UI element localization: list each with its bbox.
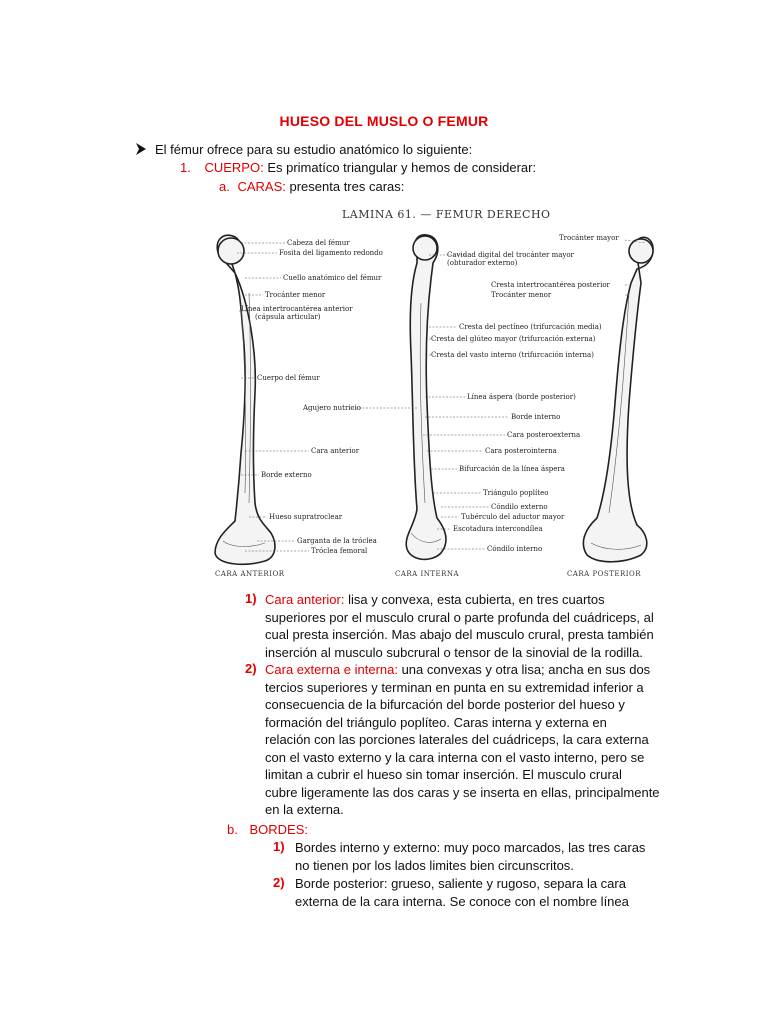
label-bifurcacion: Bifurcación de la línea áspera — [459, 465, 565, 473]
label-borde-externo: Borde externo — [261, 471, 312, 479]
label-obturador: (obturador externo) — [447, 259, 518, 267]
subsection-bordes — [227, 821, 308, 838]
item-line: limitan a cubrir el hueso sin tomar inserción. El musculo crural — [265, 767, 622, 782]
label-cara-anterior: Cara anterior — [311, 447, 360, 455]
label-capsula: (cápsula articular) — [255, 313, 321, 321]
label-agujero-nutricio: Agujero nutricio — [303, 404, 361, 412]
borde-line: no tienen por los lados limites bien circunscritos. — [295, 857, 574, 873]
femur-illustration — [205, 203, 665, 583]
item-cara-anterior — [265, 591, 665, 661]
item-label: Cara externa e interna: — [265, 662, 398, 677]
label-fosita: Fosita del ligamento redondo — [279, 249, 383, 257]
item-line: formación del triángulo poplíteo. Caras interna y externa en — [265, 714, 607, 730]
subsection-letter: a. — [219, 179, 230, 194]
borde-line: Bordes interno y externo: muy poco marcados, las tres caras — [295, 840, 646, 855]
intro-text: El fémur ofrece para su estudio anatómico lo siguiente: — [155, 142, 473, 157]
borde-number: 2) — [273, 875, 285, 890]
borde-line: externa de la cara interna. Se conoce con el nombre línea — [295, 893, 629, 909]
figure-title: LAMINA 61. — FEMUR DERECHO — [342, 208, 551, 221]
label-garganta-troclea: Garganta de la tróclea — [297, 537, 377, 545]
borde-interno-externo — [295, 839, 655, 874]
section-text: Es primatíco triangular y hemos de considerar: — [263, 160, 537, 175]
label-cresta-intertrocanterea: Cresta intertrocantérea posterior — [491, 281, 610, 289]
page-title: HUESO DEL MUSLO O FEMUR — [279, 113, 489, 129]
subsection-caras — [219, 178, 404, 195]
item-line: tercios superiores y terminan en punta en su extremidad inferior a — [265, 679, 644, 695]
item-line: cual presta inserción. Mas abajo del musculo crural, presta también — [265, 627, 654, 642]
item-number: 1) — [245, 591, 257, 606]
label-hueso-supratroclear: Hueso supratroclear — [269, 513, 343, 521]
label-linea-intertrocanterea: Línea intertrocantérea anterior — [241, 305, 353, 313]
label-cuello: Cuello anatómico del fémur — [283, 274, 382, 282]
subsection-label: BORDES: — [249, 822, 308, 837]
label-troclea-femoral: Tróclea femoral — [311, 547, 368, 555]
label-cavidad-digital: Cavidad digital del trocánter mayor — [447, 251, 574, 259]
label-trocanter-mayor: Trocánter mayor — [559, 234, 619, 242]
borde-posterior — [295, 875, 655, 910]
item-line: superiores por el musculo crural o parte profunda del cuádriceps, al — [265, 609, 654, 625]
subsection-text: presenta tres caras: — [285, 179, 405, 194]
label-triangulo-popliteo: Triángulo poplíteo — [483, 489, 549, 497]
label-escotadura: Escotadura intercondílea — [453, 525, 543, 533]
arrow-bullet-icon — [135, 142, 147, 156]
item-line: consecuencia de la bifurcación del borde posterior del hueso y — [265, 697, 625, 712]
label-cara-posteroexterna: Cara posteroexterna — [507, 431, 581, 439]
label-cabeza-femur: Cabeza del fémur — [287, 239, 350, 247]
caption-cara-posterior: CARA POSTERIOR — [567, 570, 642, 578]
subsection-label: CARAS: — [237, 179, 286, 194]
caption-cara-anterior: CARA ANTERIOR — [215, 570, 285, 578]
label-tuberculo-aductor: Tubérculo del aductor mayor — [461, 513, 565, 521]
borde-number: 1) — [273, 839, 285, 854]
section-label: CUERPO: — [204, 160, 264, 175]
label-cresta-vasto: Cresta del vasto interno (trifurcación interna) — [431, 351, 594, 359]
item-line: inserción al musculo subcrural o tensor de la sinovial de la rodilla. — [265, 644, 643, 660]
label-cuerpo-femur: Cuerpo del fémur — [257, 374, 320, 382]
item-label: Cara anterior: — [265, 592, 345, 607]
borde-line: Borde posterior: grueso, saliente y rugoso, separa la cara — [295, 876, 626, 891]
item-cara-externa-interna — [265, 661, 665, 819]
subsection-letter: b. — [227, 822, 238, 837]
label-linea-aspera: Línea áspera (borde posterior) — [467, 393, 576, 401]
item-number: 2) — [245, 661, 257, 676]
item-line: lisa y convexa, esta cubierta, en tres cuartos — [344, 592, 605, 607]
left-leader-lines — [237, 243, 417, 551]
item-line: en la externa. — [265, 802, 344, 817]
section-cuerpo — [180, 159, 536, 176]
item-line: cubre ligeramente las dos caras y se inserta en ellas, principalmente — [265, 784, 660, 800]
label-cresta-gluteo: Cresta del glúteo mayor (trifurcación externa) — [431, 335, 596, 343]
label-trocanter-menor: Trocánter menor — [265, 291, 326, 299]
label-trocanter-menor-post: Trocánter menor — [491, 291, 552, 299]
label-condilo-externo: Cóndilo externo — [491, 503, 548, 511]
caption-cara-interna: CARA INTERNA — [395, 570, 460, 578]
label-borde-interno: Borde interno — [511, 413, 561, 421]
item-line: relación con las porciones laterales del cuádriceps, la cara externa — [265, 732, 649, 747]
item-line: una convexas y otra lisa; ancha en sus dos — [397, 662, 651, 677]
item-line: con el vasto externo y la cara interna con el vasto interno, pero se — [265, 749, 645, 765]
label-cara-posterointerna: Cara posterointerna — [485, 447, 557, 455]
label-cresta-pectineo: Cresta del pectíneo (trifurcación media) — [459, 323, 602, 331]
label-condilo-interno: Cóndilo interno — [487, 545, 543, 553]
femur-anterior-view — [215, 235, 275, 564]
section-number: 1. — [180, 160, 191, 175]
